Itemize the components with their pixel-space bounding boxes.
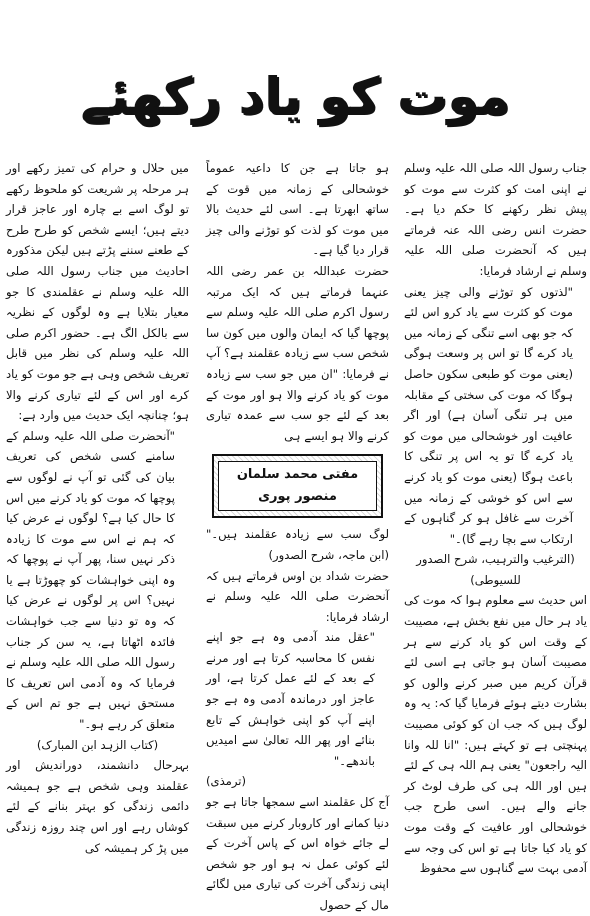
hadith-quote: "آنحضرت صلی اللہ علیہ وسلم کے سامنے کسی شخص کی تعریف بیان کی گئی تو آپ نے لوگوں سے پوچھا کہ موت کو یاد کرنے میں اس کا حال کیا ہے؟ لوگوں نے عرض کیا کہ ہم نے اس سے موت کا زیادہ ذکر نہیں سنا، پھر آپ نے پوچھا کہ وہ اپنی خواہشات کو چھوڑتا ہے یا نہیں؟ اس پر لوگوں نے عرض کیا کہ وہ تو دنیا سے جب خواہشات فائدہ اٹھاتا ہے، یہ سن کر جناب رسول اللہ صلی اللہ علیہ وسلم نے فرمایا کہ وہ آدمی اس تعریف کا مستحق نہیں ہے جو تم اس کے متعلق کر رہے ہو۔" <box>6 428 175 732</box>
column-right <box>404 158 587 876</box>
hadith-quote: "لذتوں کو توڑنے والی چیز یعنی موت کو کثرت سے یاد کرو اس لئے کہ جو بھی اسے تنگی کے زمانہ میں یاد کرے گا تو اس پر وسعت ہوگی (یعنی موت کو طبعی سکون حاصل ہوگا کہ موت کی سختی کے مقابلہ میں ہر تنگی آسان ہے) اور اگر عافیت اور خوشحالی میں موت کو یاد کرے گا تو یہ اس پر تنگی کا باعث ہوگا (یعنی موت کو یاد کرنے سے اس کو خوشی کے زمانہ میں آخرت سے غافل ہو کر گناہوں کے ارتکاب سے بچا رہے گا)۔" <box>404 284 573 546</box>
paragraph: حضرت عبداللہ بن عمر رضی اللہ عنہما فرماتے ہیں کہ ایک مرتبہ رسول اکرم صلی اللہ علیہ وسلم سے پوچھا گیا کہ ایمان والوں میں کون سا شخص سب سے زیادہ عقلمند ہے؟ آپ نے فرمایا: "ان میں جو سب سے زیادہ موت کو یاد کرنے والا ہو اور موت کے بعد کے لئے جو سب سے عمدہ تیاری کرنے والا ہو ایسے ہی <box>206 263 389 443</box>
article-title: موت کو یاد رکھئے <box>80 66 510 125</box>
source-citation: (کتاب الزہد ابن المبارک) <box>36 737 159 752</box>
paragraph: آج کل عقلمند اسے سمجھا جاتا ہے جو دنیا کمانے اور کاروبار کرنے میں سبقت لے جائے خواہ اس کے پاس آخرت کے لئے کوئی عمل نہ ہو اور جو شخص اپنی زندگی آخرت کی تیاری میں لگائے مال کے حصول <box>206 795 389 912</box>
paragraph: ہو جاتا ہے جن کا داعیہ عموماً خوشحالی کے زمانہ میں قوت کے ساتھ ابھرتا ہے۔ اسی لئے حدیث بالا میں موت کو لذت کو توڑنے والی چیز قرار دیا گیا ہے۔ <box>206 161 389 258</box>
column-middle <box>206 158 389 912</box>
author-name: مفتی محمد سلمان منصور پوری <box>218 461 377 511</box>
source-citation: (الترغیب والترہیب، شرح الصدور للسیوطی) <box>416 552 575 587</box>
column-left <box>6 158 189 855</box>
paragraph: اس حدیث سے معلوم ہوا کہ موت کی یاد ہر حال میں نفع بخش ہے، مصیبت کے وقت اس کو یاد کرنے سے ہر مصیبت آسان ہو جاتی ہے اسی لئے قرآن کریم میں صبر کرنے والوں کو بشارت دیتے ہوئے فرمایا گیا کہ: یہ وہ لوگ ہیں کہ جب ان کو کوئی مصیبت پہنچتی ہے تو کہتے ہیں: "انا للہ وانا الیہ راجعون" یعنی ہم اللہ ہی کے لئے ہیں اور اللہ ہی کی طرف لوٹ کر جانے والے ہیں۔ اسی طرح جب خوشحالی اور عافیت کے وقت موت کو یاد کیا جاتا ہے تو اس کی وجہ سے آدمی بہت سے گناہوں سے محفوظ <box>404 593 587 876</box>
paragraph: میں حلال و حرام کی تمیز رکھے اور ہر مرحلہ پر شریعت کو ملحوظ رکھے تو لوگ اسے بے چارہ اور عاجز قرار دیتے ہیں؛ ایسے شخص کو طرح طرح کے طعنے سننے پڑتے ہیں لیکن مذکورہ احادیث میں جناب رسول اللہ صلی اللہ علیہ وسلم نے عقلمندی کا جو معیار بتلایا ہے وہ لوگوں کے نظریہ سے بالکل الگ ہے۔ حضور اکرم صلی اللہ علیہ وسلم کی نظر میں قابل تعریف شخص وہی ہے جو موت کو یاد کرے اور اس کے لئے تیاری کرنے والا ہو؛ چنانچہ ایک حدیث میں وارد ہے: <box>6 161 189 423</box>
hadith-quote: "عقل مند آدمی وہ ہے جو اپنے نفس کا محاسبہ کرتا ہے اور مرنے کے بعد کے لئے عمل کرتا ہے، اور عاجز اور درماندہ آدمی وہ ہے جو اپنے آپ کو اپنی خواہش کے تابع بنائے اور پھر اللہ تعالیٰ سے امیدیں باندھے۔" <box>206 630 375 768</box>
author-byline-box <box>212 454 383 518</box>
paragraph: لوگ سب سے زیادہ عقلمند ہیں۔" (ابن ماجہ، شرح الصدور) <box>206 527 389 562</box>
source-citation: (ترمذی) <box>206 774 247 789</box>
paragraph: جناب رسول اللہ صلی اللہ علیہ وسلم نے اپنی امت کو کثرت سے موت کو پیش نظر رکھنے کا حکم دیا ہے۔ حضرت انس رضی اللہ عنہ فرماتے ہیں کہ آنحضرت صلی اللہ علیہ وسلم نے ارشاد فرمایا: <box>404 161 587 278</box>
paragraph: بہرحال دانشمند، دوراندیش اور عقلمند وہی شخص ہے جو ہمیشہ دائمی زندگی کو بہتر بنانے کے لئے کوشاں رہے اور اس چند روزہ زندگی میں پڑ کر ہمیشہ کی <box>6 758 189 855</box>
paragraph: حضرت شداد بن اوس فرماتے ہیں کہ آنحضرت صلی اللہ علیہ وسلم نے ارشاد فرمایا: <box>206 568 389 624</box>
